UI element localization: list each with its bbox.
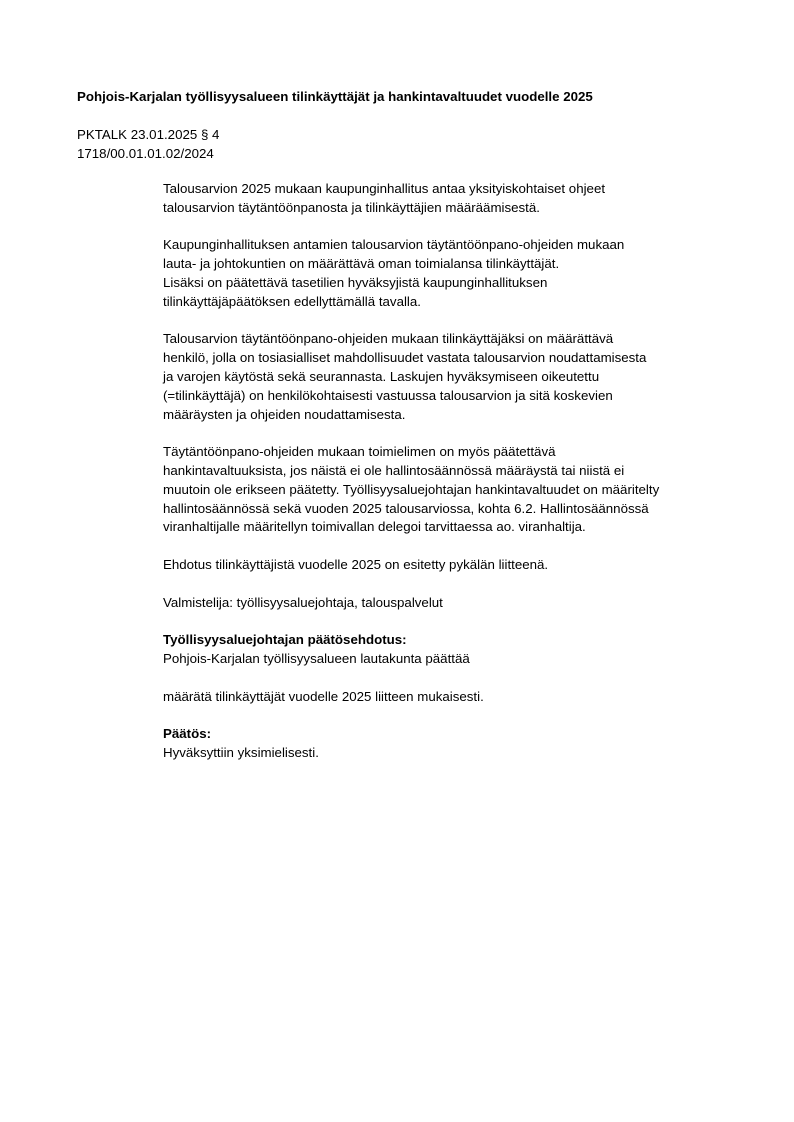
document-body — [163, 180, 723, 763]
paragraph-line: (=tilinkäyttäjä) on henkilökohtaisesti vastuussa talousarvion ja sitä koskevien — [163, 387, 613, 403]
paragraph-line: Valmistelija: työllisyysaluejohtaja, talouspalvelut — [163, 594, 443, 610]
paragraph-1 — [163, 180, 723, 218]
proposal-heading: Työllisyysaluejohtajan päätösehdotus: — [163, 632, 407, 648]
paragraph-line: muutoin ole erikseen päätetty. Työllisyysaluejohtajan hankintavaltuudet on määritelty — [163, 481, 660, 497]
document-meta — [77, 125, 219, 163]
paragraph-line: tilinkäyttäjäpäätöksen edellyttämällä tavalla. — [163, 293, 421, 309]
paragraph-4 — [163, 443, 723, 537]
paragraph-2 — [163, 236, 723, 311]
proposal-intro: Pohjois-Karjalan työllisyysalueen lautakunta päättää — [163, 650, 470, 666]
paragraph-line: määräysten ja ohjeiden noudattamisesta. — [163, 406, 406, 422]
paragraph-line: viranhaltijalle määritellyn toimivallan delegoi tarvittaessa ao. viranhaltija. — [163, 519, 586, 535]
paragraph-line: hankintavaltuuksista, jos näistä ei ole hallintosäännössä määräystä tai niistä ei — [163, 462, 625, 478]
paragraph-5 — [163, 556, 723, 575]
paragraph-line: ja varojen käytöstä sekä seurannasta. Laskujen hyväksymiseen oikeutettu — [163, 368, 600, 384]
decision-text: Hyväksyttiin yksimielisesti. — [163, 744, 319, 760]
paragraph-line: henkilö, jolla on tosiasialliset mahdollisuudet vastata talousarvion noudattamisesta — [163, 350, 647, 366]
paragraph-line: hallintosäännössä sekä vuoden 2025 talousarviossa, kohta 6.2. Hallintosäännössä — [163, 500, 649, 516]
paragraph-line: Ehdotus tilinkäyttäjistä vuodelle 2025 on esitetty pykälän liitteenä. — [163, 556, 549, 572]
paragraph-preparer — [163, 594, 723, 613]
paragraph-line: Täytäntöönpano-ohjeiden mukaan toimielimen on myös päätettävä — [163, 444, 556, 460]
paragraph-line: Talousarvion 2025 mukaan kaupunginhallitus antaa yksityiskohtaiset ohjeet — [163, 181, 606, 196]
paragraph-line: lauta- ja johtokuntien on määrättävä oman toimialansa tilinkäyttäjät. — [163, 256, 560, 272]
decision-heading: Päätös: — [163, 726, 212, 742]
paragraph-line: Talousarvion täytäntöönpano-ohjeiden mukaan tilinkäyttäjäksi on määrättävä — [163, 331, 614, 347]
paragraph-line: Lisäksi on päätettävä tasetilien hyväksyjistä kaupunginhallituksen — [163, 274, 548, 290]
meeting-reference: PKTALK 23.01.2025 § 4 — [77, 127, 220, 142]
spacer — [163, 706, 723, 725]
document-title: Pohjois-Karjalan työllisyysalueen tilinkäyttäjät ja hankintavaltuudet vuodelle 2025 — [77, 89, 593, 104]
spacer — [163, 669, 723, 688]
paragraph-3 — [163, 330, 723, 424]
proposal-decision-text: määrätä tilinkäyttäjät vuodelle 2025 liitteen mukaisesti. — [163, 688, 484, 704]
record-number: 1718/00.01.01.02/2024 — [77, 146, 214, 161]
paragraph-line: Kaupunginhallituksen antamien talousarvion täytäntöönpano-ohjeiden mukaan — [163, 237, 625, 253]
paragraph-line: talousarvion täytäntöönpanosta ja tilinkäyttäjien määräämisestä. — [163, 199, 540, 215]
